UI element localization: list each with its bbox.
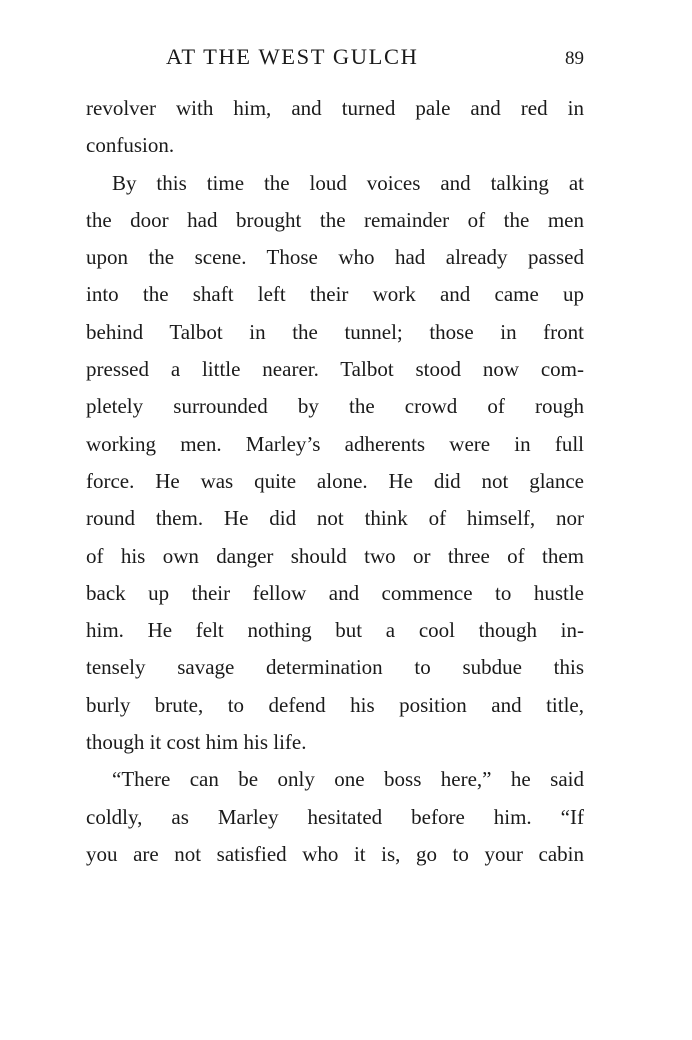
text-line: behind Talbot in the tunnel; those in front bbox=[86, 319, 584, 344]
paragraph bbox=[86, 90, 584, 165]
page-number: 89 bbox=[565, 48, 584, 69]
text-line: back up their fellow and commence to hustle bbox=[86, 580, 584, 605]
text-line: coldly, as Marley hesitated before him. “If bbox=[86, 804, 584, 829]
text-line: though it cost him his life. bbox=[86, 730, 307, 755]
text-line: confusion. bbox=[86, 133, 175, 158]
running-head bbox=[86, 44, 584, 80]
text-line: him. He felt nothing but a cool though in- bbox=[86, 618, 584, 643]
text-line: burly brute, to defend his position and title, bbox=[86, 692, 584, 717]
text-line: upon the scene. Those who had already passed bbox=[86, 245, 584, 270]
text-line: round them. He did not think of himself, nor bbox=[86, 506, 584, 531]
book-page bbox=[86, 44, 584, 873]
text-line: tensely savage determination to subdue this bbox=[86, 655, 584, 680]
text-line: “There can be only one boss here,” he said bbox=[112, 767, 584, 792]
text-line: By this time the loud voices and talking at bbox=[112, 170, 584, 195]
paragraph bbox=[86, 165, 584, 762]
text-line: working men. Marley’s adherents were in full bbox=[86, 431, 584, 456]
text-line: pletely surrounded by the crowd of rough bbox=[86, 394, 584, 419]
running-title: AT THE WEST GULCH bbox=[166, 44, 419, 69]
text-line: revolver with him, and turned pale and red in bbox=[86, 96, 584, 120]
paragraph bbox=[86, 761, 584, 873]
text-line: pressed a little nearer. Talbot stood now com- bbox=[86, 357, 584, 382]
text-line: of his own danger should two or three of them bbox=[86, 543, 584, 568]
text-line: the door had brought the remainder of the men bbox=[86, 207, 584, 232]
body-text bbox=[86, 90, 584, 873]
text-line: into the shaft left their work and came up bbox=[86, 282, 584, 307]
text-line: force. He was quite alone. He did not glance bbox=[86, 468, 584, 493]
text-line: you are not satisfied who it is, go to your cabin bbox=[86, 841, 584, 866]
